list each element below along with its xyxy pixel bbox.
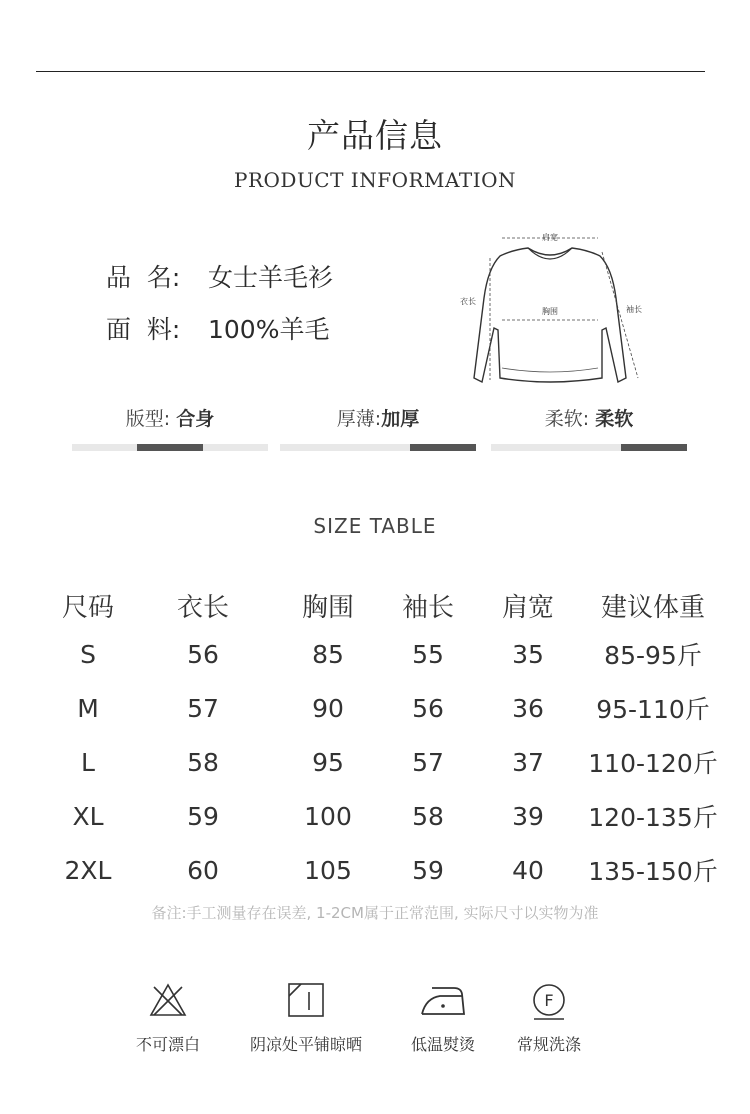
rating-thickness-label: 厚薄: [336, 408, 382, 430]
care-label-wash: 常规洗涤 [516, 1035, 581, 1054]
product-name-value: 女士羊毛衫 [208, 263, 334, 292]
rating-fit [72, 404, 268, 432]
rating-softness [491, 404, 687, 432]
product-fabric-row [106, 310, 329, 346]
table-row [48, 789, 728, 843]
length-cell: 60 [187, 855, 219, 885]
chest-cell: 85 [312, 639, 344, 669]
sweater-collar [528, 248, 572, 259]
dry-clean-f-icon [529, 982, 569, 1022]
sleeve-measure-line [602, 252, 638, 378]
shoulder-cell: 35 [512, 639, 544, 669]
size-cell: S [80, 639, 96, 669]
page-title: 产品信息 [307, 116, 443, 155]
length-cell: 59 [187, 801, 219, 831]
care-label-shade-dry: 阴凉处平铺晾晒 [249, 1035, 362, 1054]
size-note: 备注:手工测量存在误差, 1-2CM属于正常范围, 实际尺寸以实物为准 [151, 904, 599, 922]
table-row [48, 843, 728, 897]
size-cell: XL [72, 801, 104, 831]
sweater-measurement-diagram [440, 228, 660, 396]
rating-softness-track [491, 444, 687, 451]
shoulder-cell: 37 [512, 747, 544, 777]
shade-dry-flat-icon [286, 982, 326, 1018]
no-bleach-icon [148, 982, 188, 1018]
shoulder-cell: 40 [512, 855, 544, 885]
size-cell: M [77, 693, 99, 723]
length-label: 衣长 [460, 297, 476, 306]
size-table [48, 583, 728, 897]
sleeve-cell: 55 [412, 639, 444, 669]
rating-fit-fill [137, 444, 203, 451]
care-label-no-bleach: 不可漂白 [135, 1035, 200, 1054]
header-sleeve: 袖长 [401, 592, 454, 623]
chest-cell: 105 [304, 855, 352, 885]
rating-fit-track [72, 444, 268, 451]
header-shoulder: 肩宽 [501, 592, 554, 623]
shoulder-label: 肩宽 [542, 233, 558, 242]
shoulder-cell: 36 [512, 693, 544, 723]
top-divider [36, 71, 705, 72]
header-length: 衣长 [176, 592, 229, 623]
rating-softness-fill [621, 444, 687, 451]
table-row [48, 627, 728, 681]
rating-fit-value: 合身 [176, 408, 215, 430]
dry-clean-symbol: F [544, 991, 554, 1010]
rating-softness-label: 柔软: [544, 408, 590, 430]
shoulder-cell: 39 [512, 801, 544, 831]
sleeve-cell: 57 [412, 747, 444, 777]
care-label-low-iron: 低温熨烫 [410, 1035, 475, 1054]
rating-thickness [280, 404, 476, 432]
sleeve-cell: 59 [412, 855, 444, 885]
header-chest: 胸围 [301, 592, 354, 623]
size-table-header-row [48, 583, 728, 627]
length-cell: 57 [187, 693, 219, 723]
weight-cell: 110-120斤 [588, 749, 718, 778]
weight-cell: 95-110斤 [596, 695, 710, 724]
length-cell: 56 [187, 639, 219, 669]
care-item-no-bleach [93, 982, 243, 1055]
low-iron-icon [418, 982, 468, 1018]
chest-cell: 95 [312, 747, 344, 777]
rating-thickness-track [280, 444, 476, 451]
header-size: 尺码 [61, 592, 114, 623]
rating-softness-value: 柔软 [595, 408, 634, 430]
sleeve-cell: 56 [412, 693, 444, 723]
chest-cell: 90 [312, 693, 344, 723]
size-table-title: SIZE TABLE [313, 514, 437, 538]
size-cell: L [81, 747, 95, 777]
table-row [48, 681, 728, 735]
product-name-row [106, 258, 333, 294]
sleeve-label: 袖长 [626, 305, 642, 314]
care-item-shade-dry [231, 982, 381, 1055]
table-row [48, 735, 728, 789]
product-fabric-label: 面 料: [106, 315, 181, 344]
rating-thickness-value: 加厚 [381, 408, 420, 430]
page-subtitle: PRODUCT INFORMATION [234, 168, 516, 192]
length-cell: 58 [187, 747, 219, 777]
sleeve-cell: 58 [412, 801, 444, 831]
product-name-label: 品 名: [106, 263, 181, 292]
rating-thickness-fill [410, 444, 476, 451]
product-fabric-value: 100%羊毛 [208, 315, 330, 344]
weight-cell: 85-95斤 [604, 641, 702, 670]
care-item-wash [474, 982, 624, 1055]
chest-label: 胸围 [542, 307, 558, 316]
weight-cell: 135-150斤 [588, 857, 718, 886]
header-weight: 建议体重 [600, 592, 705, 623]
size-cell: 2XL [64, 855, 112, 885]
rating-fit-label: 版型: [125, 408, 171, 430]
chest-cell: 100 [304, 801, 352, 831]
weight-cell: 120-135斤 [588, 803, 718, 832]
